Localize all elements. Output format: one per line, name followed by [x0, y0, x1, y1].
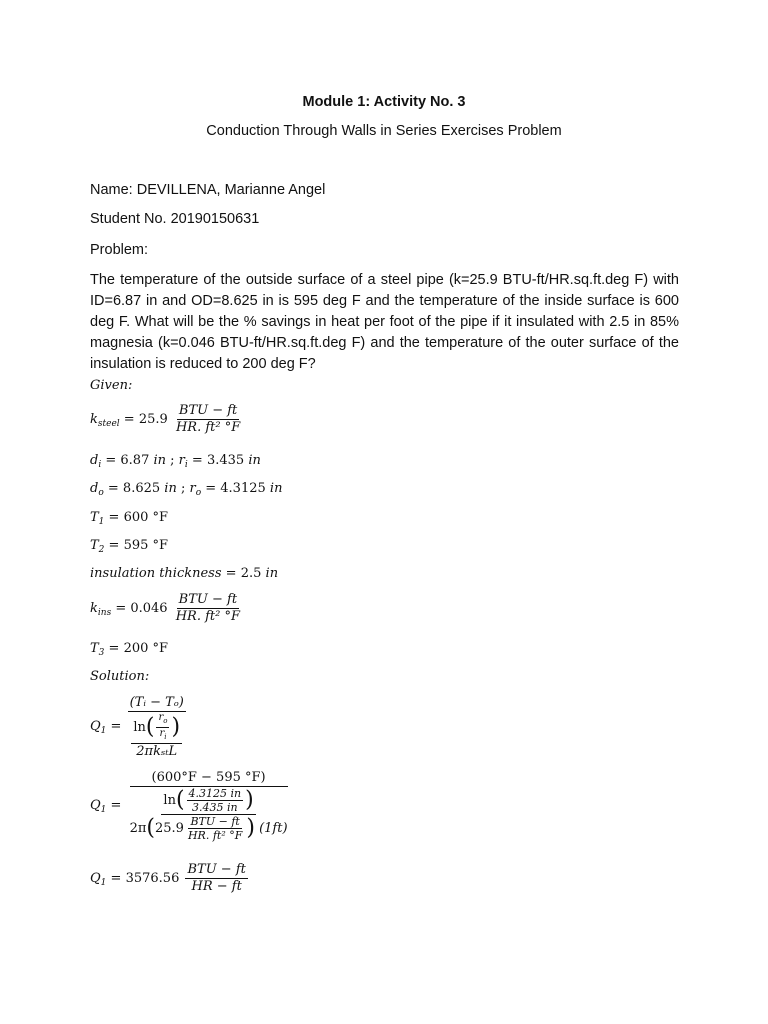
problem-statement: The temperature of the outside surface of a steel pipe (k=25.9 BTU-ft/HR.sq.ft.deg F) with ID=6.87 in and OD=8.625 in is 595 deg F and the temperature of the inside surface is 600 deg F. What will be the % savings in heat per foot of the pipe if it insulated with 2.5 in 85% magnesia (k=0.046 BTU-ft/HR.sq.ft.deg F) and the temperature of the outer surface of the insulation is reduced to 200 deg F?	[90, 272, 679, 372]
student-number: Student No. 20190150631	[90, 211, 260, 227]
q1-result: $Q_1 = 3576.56$ $\frac{\text{BTU − ft}}{HR - ft}$	[90, 862, 246, 894]
page-subtitle: Conduction Through Walls in Series Exercises Problem	[206, 123, 562, 139]
inner-diameter-equation: $d_i = 6.87$ in ; $r_i = 3.435$ in	[90, 453, 261, 470]
outer-diameter-equation: $d_o = 8.625$ in ; $r_o = 4.3125$ in	[90, 481, 283, 498]
k-steel-equation: $k_{steel} = 25.9$ $\frac{\text{BTU − ft}}{\text{HR. ft² °F}}$	[90, 403, 241, 435]
t1-equation: $T_1 = 600$ °F	[90, 510, 169, 527]
student-name: Name: DEVILLENA, Marianne Angel	[90, 182, 326, 198]
k-ins-equation: $k_{ins} = 0.046$ $\frac{\text{BTU − ft}}{\text{HR. ft² °F}}$	[90, 592, 241, 624]
q1-substituted: $Q_1$ = (600°F − 595 °F) ln( $\frac{4.3125 in}{3.435 in}$ ) 2π(25.9 $\frac{\text{BTU − ft}}{\text{HR. ft² °F}}$ ) (1ft)	[90, 770, 288, 842]
given-label: Given:	[90, 378, 133, 393]
t3-equation: $T_3 = 200$ °F	[90, 641, 169, 658]
problem-label: Problem:	[90, 242, 149, 258]
q1-formula: $Q_1$ = (Tᵢ − Tₒ) ln( $\frac{r_o}{r_i}$ ) 2πkₛₜL	[90, 695, 184, 759]
page-title: Module 1: Activity No. 3	[302, 94, 466, 110]
t2-equation: $T_2 = 595$ °F	[90, 538, 169, 555]
insulation-thickness-equation: insulation thickness = 2.5 in	[90, 566, 279, 581]
solution-label: Solution:	[90, 669, 150, 684]
